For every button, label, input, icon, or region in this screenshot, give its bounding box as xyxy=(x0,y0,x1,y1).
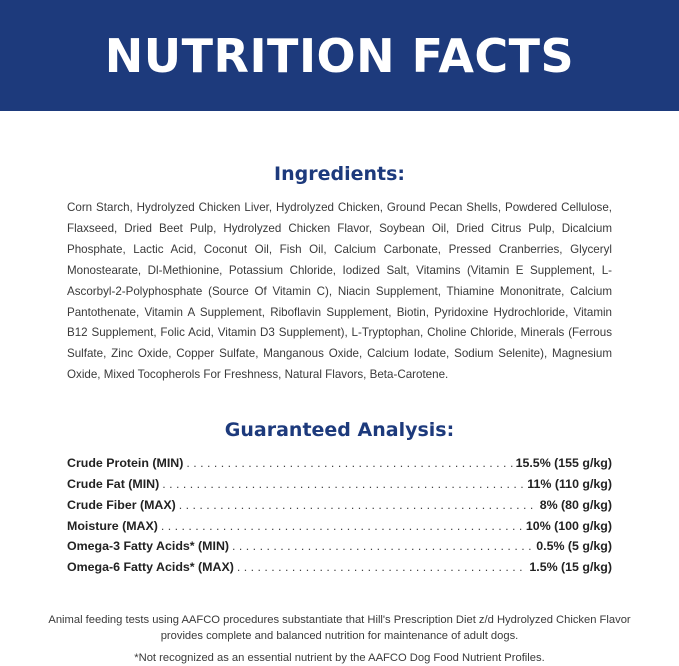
aafco-statement: Animal feeding tests using AAFCO procedures substantiate that Hill's Prescription Diet z/d Hydrolyzed Chicken Flavor provides complete and balanced nutrition for maintenance of adult dogs. xyxy=(48,613,631,642)
analysis-value: 11% (110 g/kg) xyxy=(527,476,612,491)
guaranteed-analysis-section xyxy=(0,419,679,581)
analysis-row xyxy=(67,456,612,477)
analysis-label: Crude Fiber (MAX) xyxy=(67,497,176,512)
nutrient-footnote: *Not recognized as an essential nutrient by the AAFCO Dog Food Nutrient Profiles. xyxy=(134,651,545,664)
dot-leader xyxy=(186,456,512,470)
header-banner xyxy=(0,0,679,111)
analysis-value: 10% (100 g/kg) xyxy=(525,518,612,533)
analysis-label: Omega-6 Fatty Acids* (MAX) xyxy=(67,560,234,575)
dot-leader xyxy=(232,539,533,553)
guaranteed-analysis-title: Guaranteed Analysis: xyxy=(224,419,455,442)
analysis-value: 8% (80 g/kg) xyxy=(539,497,612,512)
analysis-label: Crude Protein (MIN) xyxy=(67,456,184,471)
analysis-value: 15.5% (155 g/kg) xyxy=(515,456,612,471)
analysis-row xyxy=(67,477,612,498)
guaranteed-analysis-list xyxy=(67,456,612,581)
dot-leader xyxy=(162,477,524,491)
dot-leader xyxy=(179,498,537,512)
analysis-label: Moisture (MAX) xyxy=(67,518,158,533)
analysis-row xyxy=(67,539,612,560)
page-title: NUTRITION FACTS xyxy=(104,28,575,83)
analysis-value: 0.5% (5 g/kg) xyxy=(536,539,612,554)
analysis-row xyxy=(67,560,612,581)
ingredients-text: Corn Starch, Hydrolyzed Chicken Liver, Hydrolyzed Chicken, Ground Pecan Shells, Powdered Cellulose, Flaxseed, Dried Beet Pulp, Hydrolyzed Chicken Flavor, Soybean Oil, Dried Citrus Pulp, Dicalcium Phosphate, Lactic Acid, Coconut Oil, Fish Oil, Calcium Carbonate, Pressed Cranberries, Glyceryl Monostearate, Dl-Methionine, Potassium Chloride, Iodized Salt, Vitamins (Vitamin E Supplement, L-Ascorbyl-2-Polyphosphate (Source Of Vitamin C), Niacin Supplement, Thiamine Mononitrate, Calcium Pantothenate, Vitamin A Supplement, Riboflavin Supplement, Biotin, Pyridoxine Hydrochloride, Vitamin B12 Supplement, Folic Acid, Vitamin D3 Supplement), L-Tryptophan, Choline Chloride, Minerals (Ferrous Sulfate, Zinc Oxide, Copper Sulfate, Manganous Oxide, Calcium Iodate, Sodium Selenite), Magnesium Oxide, Mixed Tocopherols For Freshness, Natural Flavors, Beta-Carotene. xyxy=(67,201,612,382)
ingredients-section xyxy=(0,163,679,386)
dot-leader xyxy=(237,560,527,574)
analysis-row xyxy=(67,519,612,540)
analysis-value: 1.5% (15 g/kg) xyxy=(529,560,612,575)
dot-leader xyxy=(161,519,523,533)
analysis-label: Crude Fat (MIN) xyxy=(67,476,160,491)
ingredients-title: Ingredients: xyxy=(274,163,405,185)
analysis-row xyxy=(67,498,612,519)
analysis-label: Omega-3 Fatty Acids* (MIN) xyxy=(67,539,230,554)
